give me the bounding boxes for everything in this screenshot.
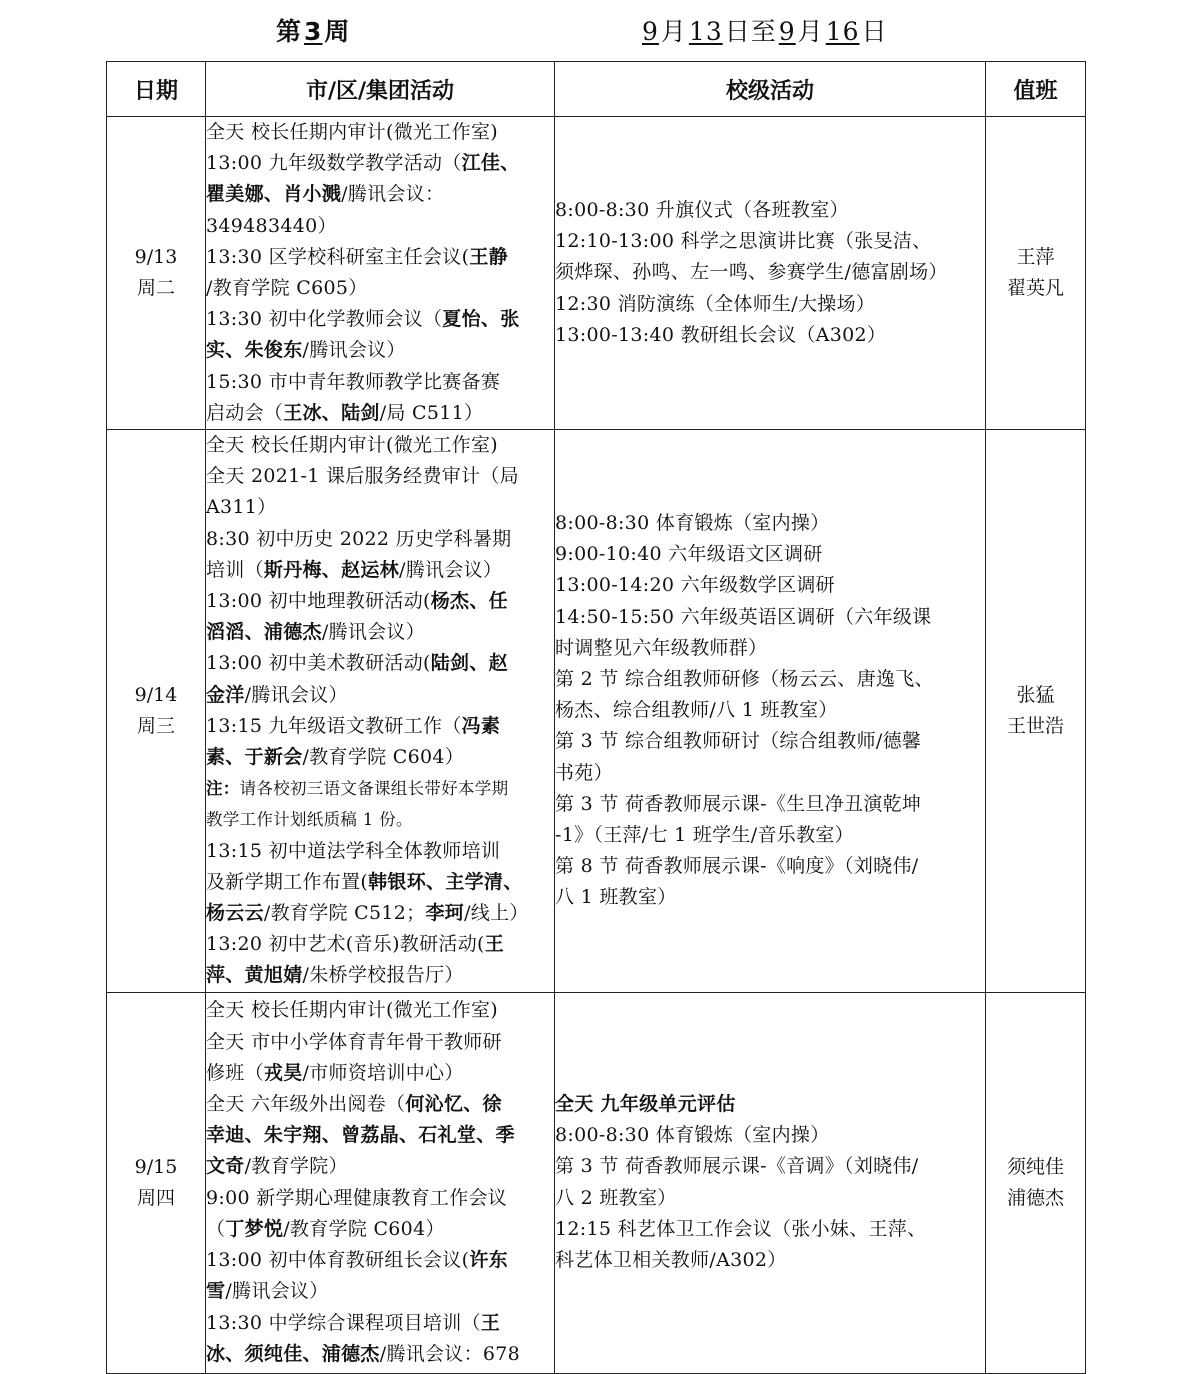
participant-names: 王静 [469, 245, 508, 268]
activity-line [206, 960, 554, 991]
activity-line [555, 320, 985, 351]
participant-names: 全天 九年级单元评估 [555, 1093, 736, 1116]
activity-text: /教育学院 C512； [263, 902, 426, 925]
activity-text: 12:10-13:00 科学之思演讲比赛（张旻洁、 [555, 230, 932, 253]
activity-text: 13:30 区学校科研室主任会议( [206, 245, 470, 268]
activity-text: /朱桥学校报告厅） [302, 964, 464, 987]
duty-cell [986, 430, 1086, 993]
activity-line [206, 1214, 554, 1245]
activity-line [555, 195, 985, 226]
activity-line [555, 789, 985, 820]
duty-person: 张猛 [1016, 683, 1055, 706]
activity-text: /局 C511） [379, 401, 484, 424]
activity-text: 科艺体卫相关教师/A302） [555, 1249, 787, 1272]
activity-line [206, 304, 554, 335]
date-cell [107, 992, 206, 1373]
activity-text: /腾讯会议） [302, 339, 406, 362]
activity-text: /腾讯会议： [341, 183, 445, 206]
activity-line [206, 179, 554, 210]
activity-text: /教育学院 C605） [206, 277, 368, 300]
activity-text: 杨杰、综合组教师/八 1 班教室） [555, 699, 838, 722]
participant-names: 斯丹梅、赵运林 [263, 558, 400, 581]
date-value: 9/14 [134, 683, 178, 706]
activity-text: 教学工作计划纸质稿 1 份。 [206, 810, 413, 830]
start-month: 9 [642, 17, 659, 46]
activity-line [206, 524, 554, 555]
activity-text: /腾讯会议） [321, 621, 426, 644]
district-activities-cell [206, 992, 555, 1373]
participant-names: 江佳、 [461, 152, 520, 175]
activity-line [555, 602, 985, 633]
activity-line [555, 758, 985, 789]
participant-names: 许东 [469, 1249, 508, 1272]
activity-text: （ [206, 1217, 226, 1240]
table-row [107, 430, 1086, 993]
participant-names: 冰、须纯佳、浦德杰 [206, 1342, 380, 1365]
activity-text: 修班（ [206, 1061, 264, 1084]
activity-line [206, 898, 554, 929]
column-header-date: 日期 [107, 62, 206, 117]
column-header-school-activities: 校级活动 [555, 62, 986, 117]
activity-line [206, 1308, 554, 1339]
duty-cell [986, 117, 1086, 430]
activity-line [206, 995, 554, 1026]
participant-names: 幸迪、朱宇翔、曾荔晶、石礼堂、季 [206, 1124, 515, 1147]
participant-names: 萍、黄旭婧 [206, 964, 303, 987]
school-activities-cell [555, 992, 986, 1373]
activity-text: 第 3 节 综合组教师研讨（综合组教师/德馨 [555, 730, 922, 753]
activity-line [555, 1214, 985, 1245]
column-header-duty: 值班 [986, 62, 1086, 117]
activity-text: /市师资培训中心） [302, 1061, 464, 1084]
activity-text: 14:50-15:50 六年级英语区调研（六年级课 [555, 605, 932, 628]
activity-text: 启动会（ [206, 401, 284, 424]
duty-person: 翟英凡 [1006, 277, 1064, 300]
activity-text: /腾讯会议） [244, 683, 348, 706]
activity-text: 全天 2021-1 课后服务经费审计（局 [206, 465, 519, 488]
activity-text: /腾讯会议：678 [379, 1342, 521, 1365]
table-row [107, 992, 1086, 1373]
column-header-district-activities: 市/区/集团活动 [206, 62, 555, 117]
weekly-schedule-table [106, 61, 1086, 1374]
activity-line [206, 555, 554, 586]
participant-names: 雪 [206, 1280, 226, 1303]
duty-cell [986, 992, 1086, 1373]
activity-text: 13:20 初中艺术(音乐)教研活动( [206, 933, 485, 956]
activity-text: 书苑） [555, 761, 613, 784]
week-label: 第3周 [276, 17, 351, 46]
participant-names: 何沁忆、徐 [405, 1093, 502, 1116]
activity-line [555, 633, 985, 664]
activity-line [206, 1120, 554, 1151]
activity-text: 13:30 中学综合课程项目培训（ [206, 1311, 481, 1334]
activity-text: 全天 校长任期内审计(微光工作室) [206, 121, 498, 143]
activity-text: 八 2 班教室） [555, 1186, 677, 1209]
activity-line [206, 242, 554, 273]
activity-line [206, 711, 554, 742]
weekday-value: 周三 [136, 714, 175, 737]
activity-text: 13:00-13:40 教研组长会议（A302） [555, 323, 887, 346]
participant-names: 夏怡、张 [442, 308, 520, 331]
activity-text: 第 3 节 荷香教师展示课-《音调》（刘晓伟/ [555, 1155, 919, 1178]
participant-names: 王冰、陆剑 [283, 401, 380, 424]
activity-line [206, 929, 554, 960]
activity-text: A311） [206, 496, 277, 519]
activity-text: 13:15 初中道法学科全体教师培训 [206, 839, 501, 862]
duty-person: 浦德杰 [1006, 1186, 1064, 1209]
activity-line [206, 617, 554, 648]
activity-text: 13:00-14:20 六年级数学区调研 [555, 574, 835, 597]
activity-text: 9:00 新学期心理健康教育工作会议 [206, 1186, 508, 1209]
participant-names: 韩银环、主学清、 [368, 870, 523, 893]
district-activities-cell [206, 117, 555, 430]
activity-line [555, 1245, 985, 1276]
activity-line [555, 1120, 985, 1151]
activity-text: 及新学期工作布置( [206, 870, 369, 893]
activity-text: 请各校初三语文备课组长带好本学期 [239, 779, 509, 799]
participant-names: 实、朱俊东 [206, 339, 303, 362]
activity-line [206, 461, 554, 492]
activity-line [555, 289, 985, 320]
activity-line [206, 1089, 554, 1120]
date-cell [107, 117, 206, 430]
participant-names: 滔滔、浦德杰 [206, 621, 322, 644]
activity-text: 培训（ [206, 558, 264, 581]
participant-names: 文奇 [206, 1155, 245, 1178]
activity-line [206, 211, 554, 242]
participant-names: 王 [484, 933, 505, 956]
activity-text: 9:00-10:40 六年级语文区调研 [555, 543, 823, 566]
activity-text: 13:00 初中体育教研组长会议( [206, 1249, 470, 1272]
participant-names: 丁梦悦 [225, 1217, 284, 1240]
activity-line [206, 367, 554, 398]
activity-text: 12:15 科艺体卫工作会议（张小妹、王萍、 [555, 1217, 927, 1240]
activity-line [206, 492, 554, 523]
activity-text: 第 8 节 荷香教师展示课-《响度》（刘晓伟/ [555, 855, 919, 878]
participant-names: 王 [480, 1311, 501, 1334]
activity-line [555, 820, 985, 851]
activity-text: 349483440） [206, 214, 337, 237]
activity-text: 13:00 初中地理教研活动( [206, 590, 431, 613]
activity-line [555, 226, 985, 257]
activity-text: 15:30 市中青年教师教学比赛备赛 [206, 370, 501, 393]
activity-line [206, 335, 554, 366]
activity-line [555, 664, 985, 695]
activity-line [555, 726, 985, 757]
activity-line [206, 1245, 554, 1276]
activity-text: 8:30 初中历史 2022 历史学科暑期 [206, 527, 512, 550]
activity-text: /教育学院 C604） [283, 1217, 445, 1240]
activity-line [206, 836, 554, 867]
activity-line [206, 398, 554, 429]
weekday-value: 周四 [136, 1186, 175, 1209]
participant-names: 陆剑、赵 [430, 652, 508, 675]
date-value: 9/15 [134, 1155, 178, 1178]
activity-text: 8:00-8:30 体育锻炼（室内操） [555, 512, 830, 535]
activity-line [555, 882, 985, 913]
participant-names: 注： [206, 779, 240, 799]
weekday-value: 周二 [136, 277, 175, 300]
week-number: 3 [304, 17, 323, 46]
activity-line [206, 1058, 554, 1089]
activity-text: 时调整见六年级教师群） [555, 636, 768, 659]
activity-text: 12:30 消防演练（全体师生/大操场） [555, 292, 876, 315]
activity-line [555, 539, 985, 570]
activity-text: 全天 六年级外出阅卷（ [206, 1093, 406, 1116]
participant-names: 杨云云 [206, 902, 264, 925]
activity-line [206, 773, 554, 804]
activity-text: /腾讯会议） [399, 558, 503, 581]
activity-text: /教育学院） [244, 1155, 348, 1178]
activity-line [206, 1151, 554, 1182]
schedule-heading [0, 12, 1191, 52]
activity-line [206, 117, 554, 148]
activity-line [555, 570, 985, 601]
activity-text: 全天 市中小学体育青年骨干教师研 [206, 1030, 502, 1053]
school-activities-cell [555, 117, 986, 430]
duty-person: 王世浩 [1006, 714, 1064, 737]
activity-line [206, 430, 554, 461]
activity-line [206, 1339, 554, 1370]
activity-text: 13:00 九年级数学教学活动（ [206, 152, 462, 175]
activity-text: 13:15 九年级语文教研工作（ [206, 714, 462, 737]
activity-line [206, 648, 554, 679]
activity-line [206, 742, 554, 773]
activity-line [555, 695, 985, 726]
activity-line [555, 1089, 985, 1120]
table-row [107, 117, 1086, 430]
activity-text: -1》（王萍/七 1 班学生/音乐教室） [555, 824, 854, 847]
activity-line [206, 867, 554, 898]
activity-text: 全天 校长任期内审计(微光工作室) [206, 999, 498, 1022]
activity-text: 8:00-8:30 体育锻炼（室内操） [555, 1124, 830, 1147]
activity-line [206, 680, 554, 711]
activity-text: 全天 校长任期内审计(微光工作室) [206, 434, 498, 457]
activity-line [206, 586, 554, 617]
activity-line [206, 1183, 554, 1214]
activity-text: 8:00-8:30 升旗仪式（各班教室） [555, 199, 849, 221]
activity-line [206, 804, 554, 835]
table-header-row [107, 62, 1086, 117]
activity-text: 13:00 初中美术教研活动( [206, 652, 431, 675]
duty-person: 王萍 [1016, 246, 1055, 269]
activity-text: 八 1 班教室） [555, 886, 677, 909]
participant-names: 李珂 [425, 902, 465, 925]
activity-text: 第 2 节 综合组教师研修（杨云云、唐逸飞、 [555, 668, 934, 691]
activity-text: 须烨琛、孙鸣、左一鸣、参赛学生/德富剧场） [555, 261, 948, 284]
end-day: 16 [825, 17, 860, 46]
activity-line [206, 1027, 554, 1058]
activity-line [555, 508, 985, 539]
activity-line [206, 148, 554, 179]
participant-names: 杨杰、任 [430, 590, 508, 613]
activity-text: /线上） [464, 902, 529, 925]
participant-names: 冯素 [461, 714, 501, 737]
activity-text: /腾讯会议） [225, 1280, 329, 1303]
activity-line [555, 851, 985, 882]
activity-text: 第 3 节 荷香教师展示课-《生旦净丑演乾坤 [555, 792, 922, 815]
start-day: 13 [688, 17, 723, 46]
district-activities-cell [206, 430, 555, 993]
date-cell [107, 430, 206, 993]
activity-line [555, 257, 985, 288]
participant-names: 素、于新会 [206, 746, 303, 769]
participant-names: 戎昊 [263, 1061, 303, 1084]
activity-text: 13:30 初中化学教师会议（ [206, 308, 443, 331]
activity-line [555, 1151, 985, 1182]
date-value: 9/13 [134, 246, 178, 269]
activity-text: /教育学院 C604） [302, 746, 465, 769]
activity-line [555, 1183, 985, 1214]
activity-line [206, 1276, 554, 1307]
participant-names: 瞿美娜、肖小溅 [206, 183, 342, 206]
activity-line [206, 273, 554, 304]
school-activities-cell [555, 430, 986, 993]
participant-names: 金洋 [206, 683, 245, 706]
duty-person: 须纯佳 [1006, 1155, 1064, 1178]
date-range: 9月13日至9月16日 [642, 17, 888, 46]
end-month: 9 [778, 17, 796, 46]
